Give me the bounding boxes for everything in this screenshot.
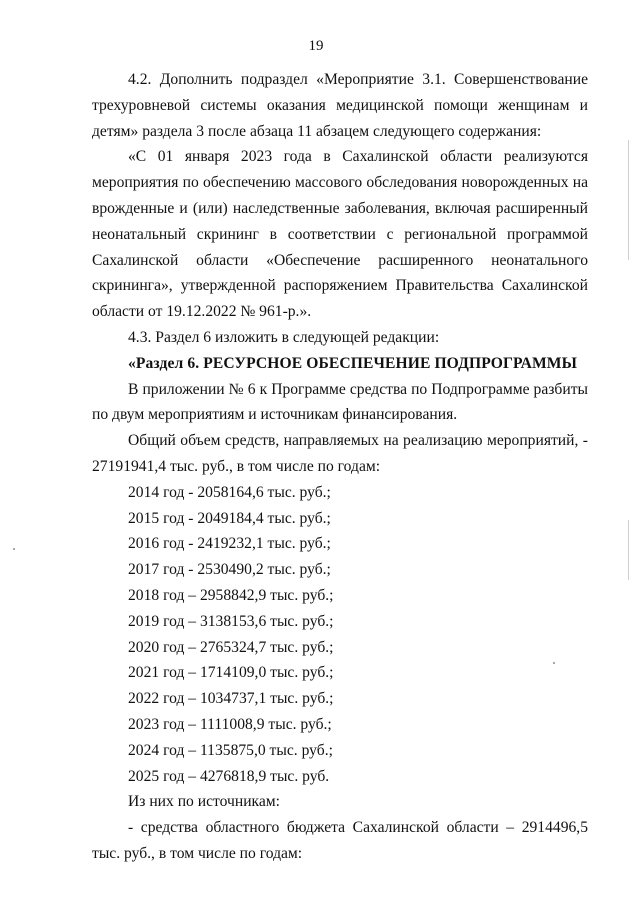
list-item: 2021 год – 1714109,0 тыс. руб.; — [128, 664, 334, 682]
list-item: 2020 год – 2765324,7 тыс. руб.; — [128, 638, 334, 656]
yearly-funding-list — [92, 480, 588, 790]
scan-edge-mark — [628, 140, 629, 260]
list-item: 2025 год – 4276818,9 тыс. руб. — [128, 767, 330, 785]
paragraph-sources: Из них по источникам: — [128, 793, 281, 811]
scan-speck — [13, 548, 15, 550]
paragraph-quote-screening: «С 01 января 2023 года в Сахалинской области реализуются мероприятия по обеспечению массового обследования новорожденных на врожденные и (или) наследственные заболевания, включая расширенный неонатальный скрининг в соответствии с региональной программой Сахалинской области «Обеспечение расширенного неонатального скрининга», утвержденной распоряжением Правительства Сахалинской области от 19.12.2022 № 961-р.». — [92, 148, 588, 321]
paragraph-appendix-6: В приложении № 6 к Программе средства по Подпрограмме разбиты по двум мероприятиям и источникам финансирования. — [92, 380, 588, 424]
list-item: 2017 год - 2530490,2 тыс. руб.; — [128, 561, 331, 579]
list-item: 2019 год – 3138153,6 тыс. руб.; — [128, 612, 334, 630]
paragraph-4-2: 4.2. Дополнить подраздел «Мероприятие 3.1. Совершенствование трехуровневой системы оказания медицинской помощи женщинам и детям» раздела 3 после абзаца 11 абзацем следующего содержания: — [92, 71, 588, 140]
list-item: 2016 год - 2419232,1 тыс. руб.; — [128, 535, 331, 553]
paragraph-total-volume: Общий объем средств, направляемых на реализацию мероприятий, - 27191941,4 тыс. руб., в том числе по годам: — [92, 432, 588, 475]
list-item: 2018 год – 2958842,9 тыс. руб.; — [128, 586, 334, 604]
list-item: 2023 год – 1111008,9 тыс. руб.; — [128, 715, 332, 733]
scan-speck — [553, 662, 555, 664]
paragraph-4-3: 4.3. Раздел 6 изложить в следующей редакции: — [128, 328, 440, 346]
document-body — [92, 67, 588, 867]
list-item: 2014 год - 2058164,6 тыс. руб.; — [128, 483, 331, 501]
list-item: 2015 год - 2049184,4 тыс. руб.; — [128, 509, 331, 527]
list-item: 2022 год – 1034737,1 тыс. руб.; — [128, 690, 334, 708]
scan-edge-mark — [628, 520, 629, 580]
paragraph-regional-budget: - средства областного бюджета Сахалинской области – 2914496,5 тыс. руб., в том числе по годам: — [92, 819, 588, 862]
page-number: 19 — [308, 38, 324, 54]
section-6-heading: «Раздел 6. РЕСУРСНОЕ ОБЕСПЕЧЕНИЕ ПОДПРОГРАММЫ — [128, 354, 578, 372]
list-item: 2024 год – 1135875,0 тыс. руб.; — [128, 741, 333, 759]
